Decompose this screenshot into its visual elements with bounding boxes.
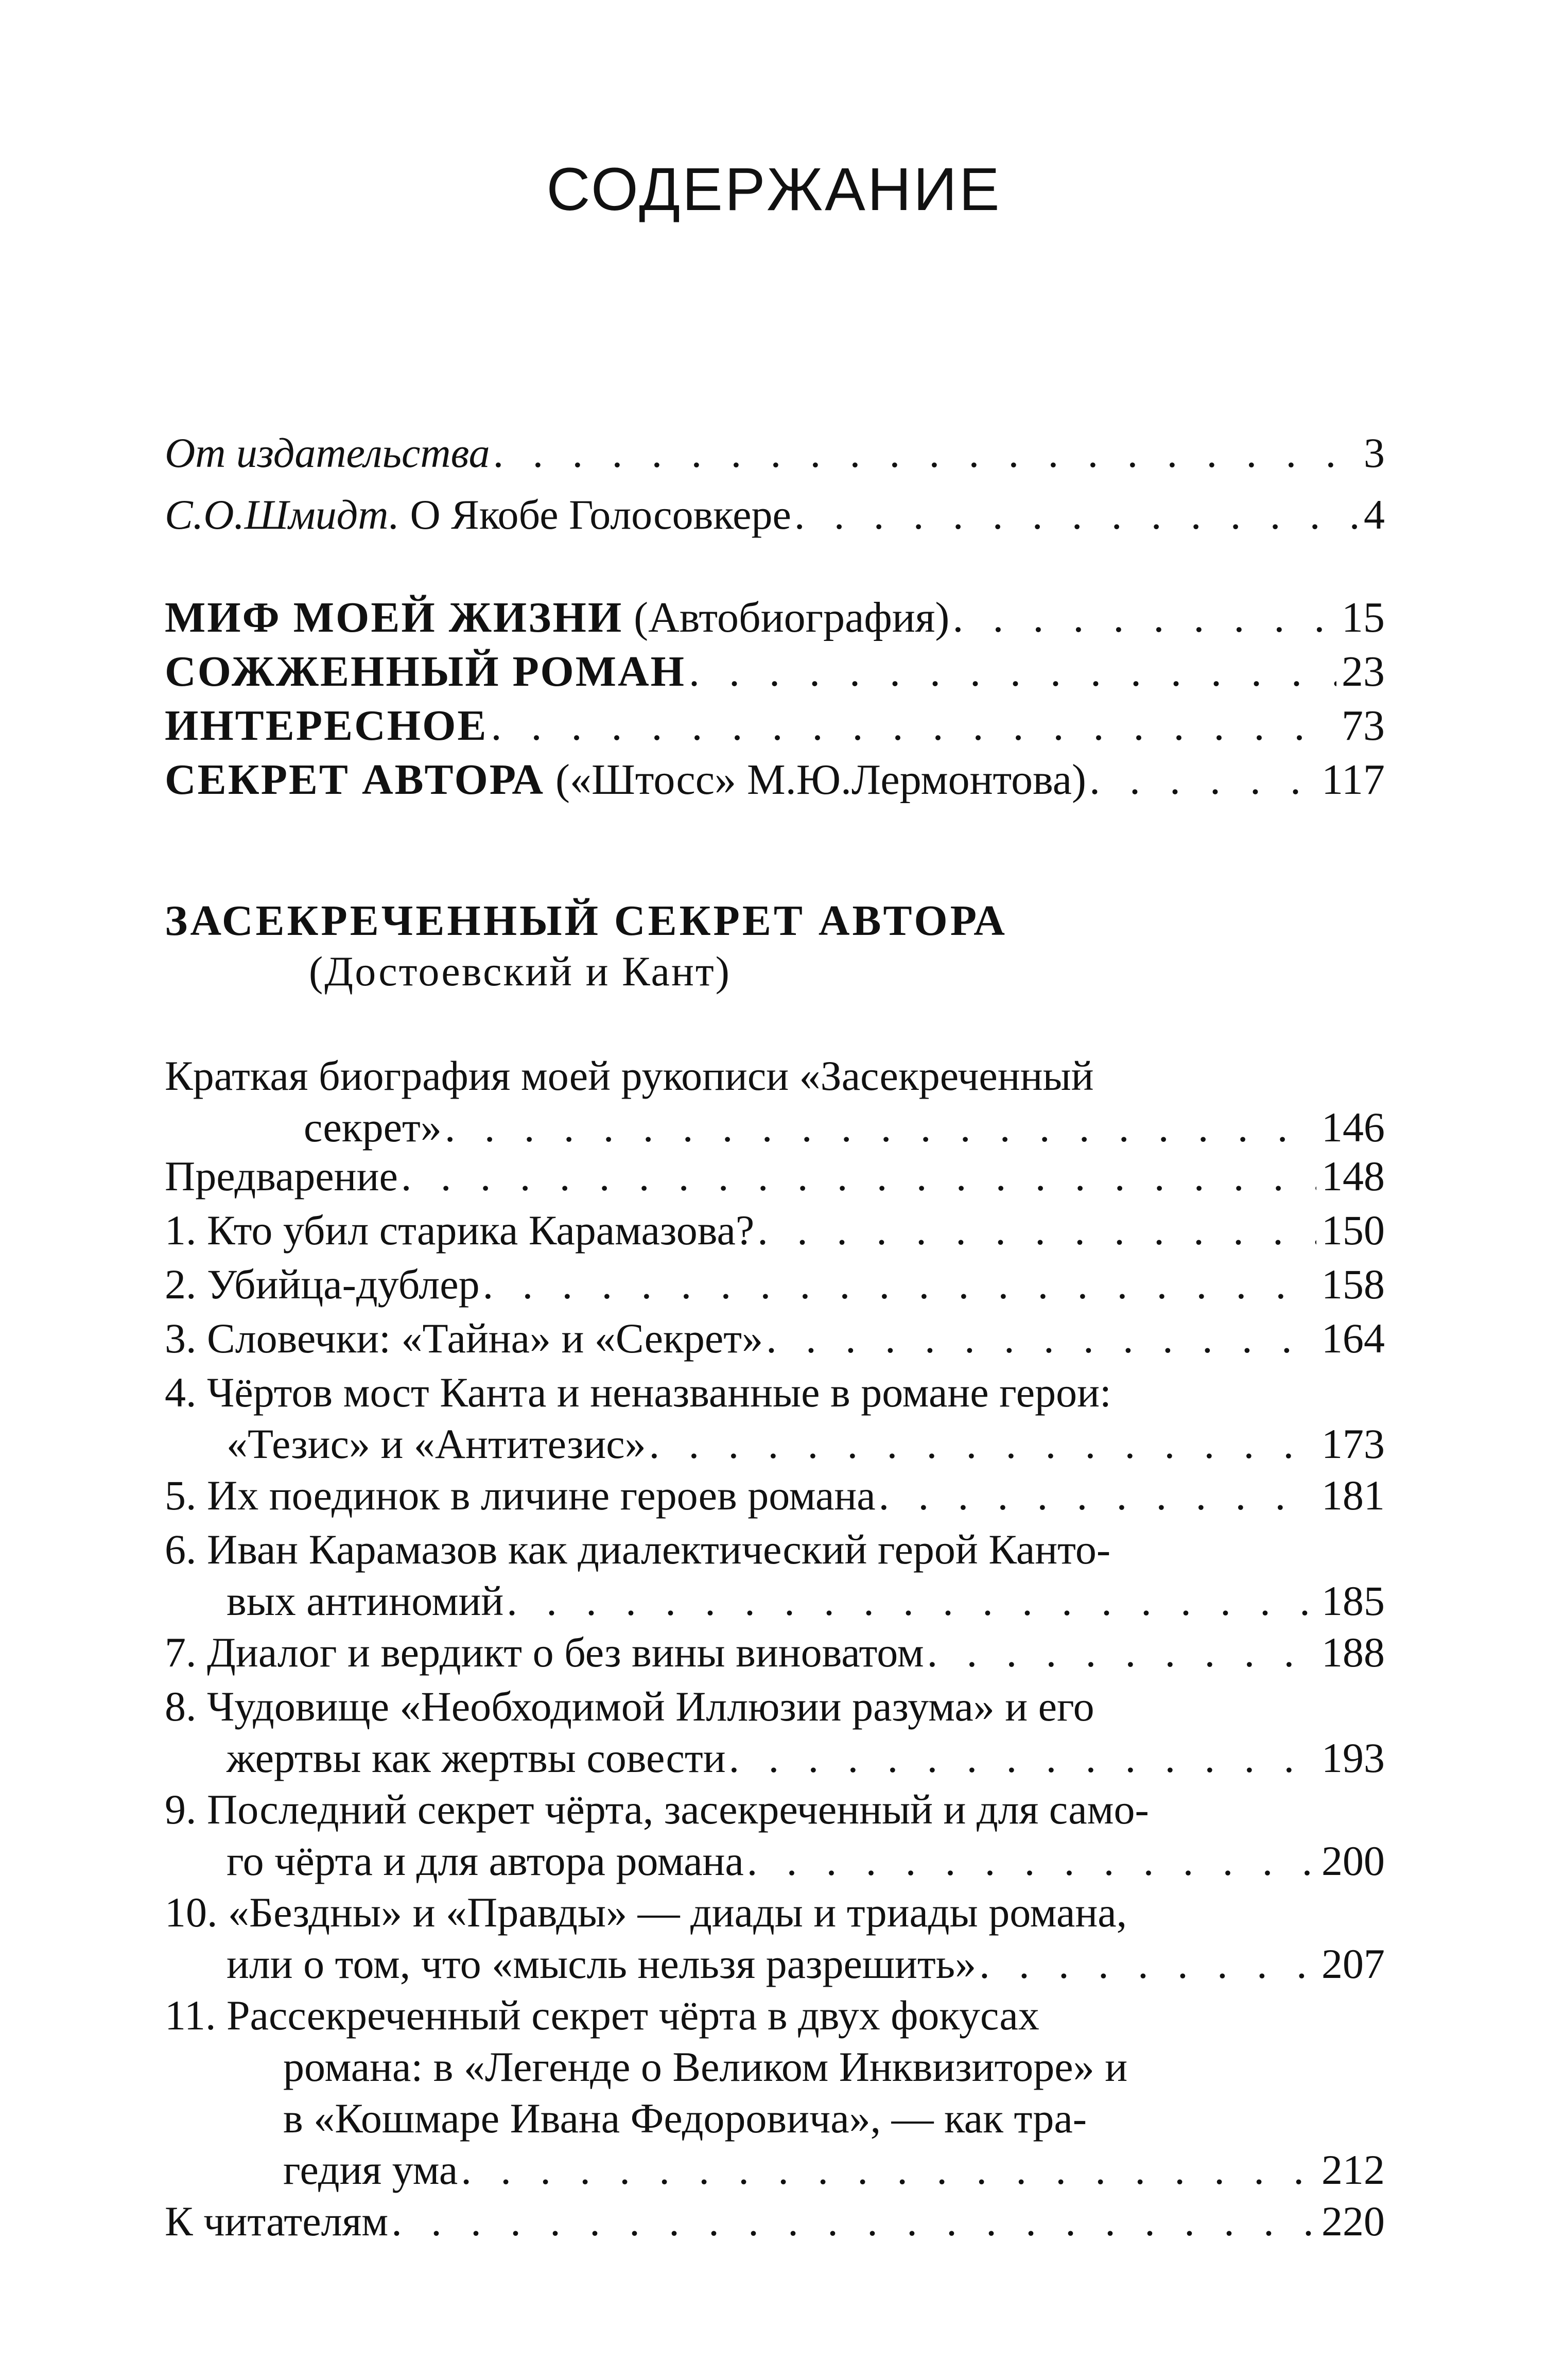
page-number: 164 <box>1321 1315 1385 1362</box>
page-number: 173 <box>1321 1420 1385 1467</box>
toc-entry-chapter-8 <box>165 1681 1385 1784</box>
entry-title-line1: 10. «Бездны» и «Правды» — диады и триады романа, <box>165 1889 1127 1936</box>
leader-dots <box>391 2196 1316 2247</box>
entry-line <box>165 1887 1385 1938</box>
entry-title-line2: жертвы как жертвы совести <box>227 1734 726 1781</box>
toc-entry-preface <box>165 1151 1385 1202</box>
entry-title-line1: 9. Последний секрет чёрта, засекреченный и для само- <box>165 1786 1149 1833</box>
entry-line <box>165 1367 1385 1418</box>
entry-author: С.О.Шмидт. <box>165 491 399 538</box>
entry-title: К читателям <box>165 2198 389 2245</box>
toc-entry-to-readers <box>165 2196 1385 2247</box>
entry-line <box>165 2093 1385 2144</box>
toc-entry-biography <box>165 1050 1385 1153</box>
entry-line <box>165 2041 1385 2093</box>
toc-entry-burned-novel <box>165 646 1385 698</box>
page-number: 200 <box>1321 1837 1385 1884</box>
entry-title-bold: СЕКРЕТ АВТОРА <box>165 756 545 804</box>
toc-entry-chapter-10 <box>165 1887 1385 1990</box>
toc-entry-interesting <box>165 700 1385 752</box>
entry-title-line2: «Тезис» и «Антитезис» <box>227 1420 646 1467</box>
leader-dots <box>729 1732 1316 1784</box>
entry-line <box>165 1681 1385 1732</box>
toc-entry-chapter-9 <box>165 1784 1385 1887</box>
entry-line <box>165 1050 1385 1102</box>
leader-dots <box>649 1418 1316 1470</box>
toc-entry-myth <box>165 592 1385 644</box>
entry-title-line4: гедия ума <box>283 2146 458 2193</box>
page-number: 188 <box>1321 1629 1385 1676</box>
page-number: 3 <box>1364 429 1385 476</box>
page-number: 207 <box>1321 1940 1385 1987</box>
page-number: 220 <box>1321 2198 1385 2245</box>
leader-dots <box>879 1470 1316 1521</box>
toc-entry-chapter-2 <box>165 1259 1385 1310</box>
toc-entry-chapter-6 <box>165 1524 1385 1627</box>
entry-title-line2: го чёрта и для автора романа <box>227 1837 744 1884</box>
leader-dots <box>493 427 1359 479</box>
page-number: 23 <box>1342 648 1385 696</box>
toc-entry-chapter-1 <box>165 1205 1385 1256</box>
entry-title: 1. Кто убил старика Карамазова? <box>165 1207 755 1254</box>
leader-dots <box>401 1151 1316 1202</box>
entry-title-line2: вых антиномий <box>227 1577 504 1624</box>
leader-dots <box>491 700 1336 752</box>
page-number: 15 <box>1342 594 1385 641</box>
entry-title: 7. Диалог и вердикт о без вины виноватом <box>165 1629 924 1676</box>
entry-title <box>165 489 791 541</box>
page-number: 150 <box>1321 1207 1385 1254</box>
leader-dots <box>794 489 1359 541</box>
entry-title-line1: 11. Рассекреченный секрет чёрта в двух фокусах <box>165 1992 1039 2039</box>
entry-line <box>165 1784 1385 1835</box>
entry-title-plain: (Автобиография) <box>623 594 950 641</box>
page-number: 148 <box>1321 1153 1385 1200</box>
entry-title: 5. Их поединок в личине героев романа <box>165 1472 876 1519</box>
entry-title-bold: МИФ МОЕЙ ЖИЗНИ <box>165 594 623 641</box>
leader-dots <box>757 1205 1316 1256</box>
toc-entry-chapter-11 <box>165 1990 1385 2196</box>
entry-title: СОЖЖЕННЫЙ РОМАН <box>165 648 686 696</box>
leader-dots <box>507 1575 1316 1627</box>
leader-dots <box>461 2144 1316 2196</box>
entry-title-line2: секрет» <box>304 1104 442 1151</box>
entry-title-line1: Краткая биография моей рукописи «Засекреченный <box>165 1052 1094 1099</box>
toc-entry-chapter-5 <box>165 1470 1385 1521</box>
page-title: СОДЕРЖАНИЕ <box>546 155 1002 223</box>
entry-title <box>165 754 1086 806</box>
toc-entry-chapter-3 <box>165 1313 1385 1364</box>
leader-dots <box>747 1835 1316 1887</box>
page-number: 212 <box>1321 2146 1385 2193</box>
toc-entry-publisher <box>165 427 1385 479</box>
leader-dots <box>483 1259 1316 1310</box>
page-number: 158 <box>1321 1261 1385 1308</box>
entry-title-line1: 8. Чудовище «Необходимой Иллюзии разума» и его <box>165 1683 1094 1730</box>
page-number: 193 <box>1321 1734 1385 1781</box>
section-heading: ЗАСЕКРЕЧЕННЫЙ СЕКРЕТ АВТОРА <box>165 897 1007 945</box>
entry-title: 2. Убийца-дублер <box>165 1261 480 1308</box>
entry-title-line1: 6. Иван Карамазов как диалектический герой Канто- <box>165 1526 1111 1573</box>
leader-dots <box>979 1938 1316 1990</box>
entry-title <box>165 592 949 644</box>
leader-dots <box>689 646 1336 698</box>
entry-title: Предварение <box>165 1153 398 1200</box>
page-number: 146 <box>1321 1104 1385 1151</box>
page-number: 181 <box>1321 1472 1385 1519</box>
toc-entry-chapter-4 <box>165 1367 1385 1470</box>
page-number: 4 <box>1364 491 1385 538</box>
entry-title-line2: романа: в «Легенде о Великом Инквизиторе» и <box>283 2043 1128 2090</box>
page-number: 185 <box>1321 1577 1385 1624</box>
section-subheading: (Достоевский и Кант) <box>309 948 731 995</box>
entry-title-line2: или о том, что «мысль нельзя разрешить» <box>227 1940 977 1987</box>
entry-title-plain: («Штосс» М.Ю.Лермонтова) <box>545 756 1086 804</box>
leader-dots <box>1089 754 1316 806</box>
toc-entry-schmidt <box>165 489 1385 541</box>
toc-entry-author-secret <box>165 754 1385 806</box>
entry-title-text: О Якобе Голосовкере <box>399 491 791 538</box>
toc-entry-chapter-7 <box>165 1627 1385 1678</box>
entry-title: 3. Словечки: «Тайна» и «Секрет» <box>165 1315 763 1362</box>
leader-dots <box>952 592 1336 644</box>
page-number: 117 <box>1321 756 1385 804</box>
leader-dots <box>927 1627 1316 1678</box>
leader-dots <box>445 1102 1316 1153</box>
entry-title: ИНТЕРЕСНОЕ <box>165 702 488 750</box>
leader-dots <box>766 1313 1316 1364</box>
page-number: 73 <box>1342 702 1385 750</box>
entry-title-line3: в «Кошмаре Ивана Федоровича», — как тра- <box>283 2095 1087 2142</box>
entry-line <box>165 1524 1385 1575</box>
entry-line <box>165 1990 1385 2041</box>
entry-title: От издательства <box>165 429 490 476</box>
entry-title-line1: 4. Чёртов мост Канта и неназванные в романе герои: <box>165 1369 1111 1416</box>
